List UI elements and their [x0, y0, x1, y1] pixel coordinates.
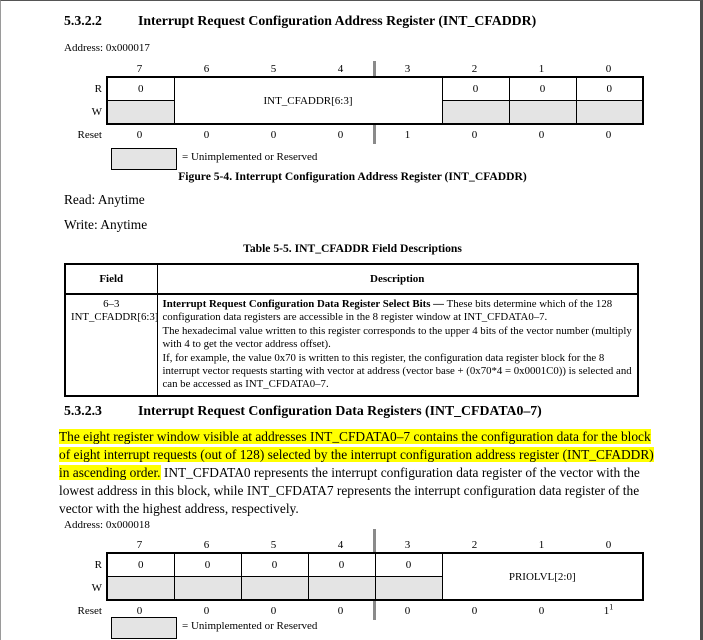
read-row: [107, 553, 643, 577]
read-row: [107, 77, 643, 101]
reset-value: 0: [337, 129, 344, 141]
write-row-label: W: [91, 582, 102, 594]
description-paragraph-2: The hexadecimal value written to this register corresponds to the upper 4 bits of the vector number (multiply with 4 to get the vector address offset).: [162, 324, 632, 351]
bit6-write-cell-reserved: [174, 577, 241, 601]
section-heading-5322: [64, 13, 536, 29]
bit-label: 2: [471, 539, 478, 551]
reset-value: 0: [136, 129, 143, 141]
bit-label: 1: [538, 539, 545, 551]
reset-value-with-footnote: [575, 602, 642, 617]
field-cell-int-cfaddr: INT_CFADDR[6:3]: [174, 77, 442, 124]
reset-value: 0: [471, 605, 478, 617]
write-row-label: W: [91, 106, 102, 118]
table-header-row: [65, 264, 638, 294]
legend-text: = Unimplemented or Reserved: [182, 151, 318, 163]
section-number: 5.3.2.2: [64, 13, 102, 28]
reset-value-row: [106, 602, 642, 617]
legend-text: = Unimplemented or Reserved: [182, 620, 318, 632]
bit5-write-cell-reserved: [241, 577, 308, 601]
write-anytime-text: Write: Anytime: [64, 217, 148, 232]
bit7-write-cell-reserved: [107, 101, 174, 125]
description-cell: [157, 294, 638, 396]
register-table: [106, 552, 644, 601]
bit-label: 3: [404, 539, 411, 551]
bit0-write-cell-reserved: [576, 101, 643, 125]
read-row-label: R: [94, 559, 102, 571]
reset-value: 0: [136, 605, 143, 617]
reset-value: 1: [603, 605, 610, 617]
reset-value: 0: [270, 129, 277, 141]
reset-value: 0: [538, 605, 545, 617]
register-address-1: Address: 0x000017: [64, 42, 150, 54]
reset-value: 0: [404, 605, 411, 617]
description-paragraph-1: [163, 298, 633, 325]
field-name: INT_CFADDR[6:3]: [71, 311, 159, 324]
field-cell-priolvl: PRIOLVL[2:0]: [442, 553, 643, 600]
bit-label: 2: [471, 63, 478, 75]
description-text-1: These bits determine which of the 128 configuration data registers are accessible in the 8 register window at INT_CFDATA0–7.: [162, 298, 613, 324]
field-descriptions-table: [64, 263, 639, 397]
register-diagram-int-cfdata: [1, 539, 703, 619]
legend-swatch-reserved: [111, 148, 177, 170]
bit3-write-cell-reserved: [375, 577, 442, 601]
section-heading-5323: [64, 403, 542, 419]
reset-value: 0: [605, 129, 612, 141]
field-cell: [65, 294, 157, 396]
description-bold-lead: Interrupt Request Configuration Data Register Select Bits: [162, 298, 431, 310]
reset-value: 0: [471, 129, 478, 141]
bit-label: 7: [136, 539, 143, 551]
highlighted-text: The eight register window visible at addresses INT_CFDATA0–7 contains the configuration data for the block of eight interrupt requests (out of 128) selected by the interrupt configuration address register (INT_CFADDR) in ascending order.: [59, 429, 654, 480]
reset-value: 0: [203, 129, 210, 141]
figure-5-4-caption: Figure 5-4. Interrupt Configuration Address Register (INT_CFADDR): [178, 170, 527, 183]
bit1-write-cell-reserved: [509, 101, 576, 125]
bit7-read-cell: 0: [107, 553, 174, 577]
bit-label: 4: [337, 539, 344, 551]
description-dash: —: [430, 298, 447, 310]
section-number: 5.3.2.3: [64, 403, 102, 418]
bit-label: 6: [203, 539, 210, 551]
bit5-read-cell: 0: [241, 553, 308, 577]
legend-swatch-reserved: [111, 617, 177, 639]
read-anytime-text: Read: Anytime: [64, 192, 145, 207]
bit4-write-cell-reserved: [308, 577, 375, 601]
table-row: [65, 294, 638, 396]
reset-row-label: Reset: [77, 129, 102, 141]
bit7-write-cell-reserved: [107, 577, 174, 601]
byte-middle-tick-top: [373, 529, 376, 552]
bit-label: 0: [605, 539, 612, 551]
bit7-read-cell: 0: [107, 77, 174, 101]
bit2-read-cell: 0: [442, 77, 509, 101]
bit2-write-cell-reserved: [442, 101, 509, 125]
field-bits: 6–3: [103, 298, 120, 310]
reset-value: 0: [538, 129, 545, 141]
bit3-read-cell: 0: [375, 553, 442, 577]
register-table: [106, 76, 644, 125]
reset-value: 0: [203, 605, 210, 617]
bit1-read-cell: 0: [509, 77, 576, 101]
register-address-2: Address: 0x000018: [64, 519, 150, 531]
register-diagram-int-cfaddr: [1, 63, 703, 143]
read-row-label: R: [94, 83, 102, 95]
section-title: Interrupt Request Configuration Address Register (INT_CFADDR): [138, 13, 537, 28]
bit-label: 1: [538, 63, 545, 75]
paragraph-rest: INT_CFDATA0 represents the interrupt configuration data register of the vector with the lowest address in this block, while INT_CFDATA7 represents the interrupt configuration data register of the vector with the highest address, respectively.: [59, 465, 640, 516]
table-5-5-caption: Table 5-5. INT_CFADDR Field Descriptions: [243, 242, 462, 255]
description-column-header: Description: [157, 264, 638, 294]
bit-label: 3: [404, 63, 411, 75]
reset-value: 1: [404, 129, 411, 141]
bit0-read-cell: 0: [576, 77, 643, 101]
bit-label: 7: [136, 63, 143, 75]
section-title: Interrupt Request Configuration Data Registers (INT_CFDATA0–7): [138, 403, 542, 418]
bit-label: 4: [337, 63, 344, 75]
field-column-header: Field: [65, 264, 157, 294]
bit-label: 6: [203, 63, 210, 75]
description-paragraph-3: If, for example, the value 0x70 is written to this register, the configuration data register block for the 8 interrupt vector requests starting with vector at address (vector base + (0x70*4 = 0x0001C0)) is selected and can be accessed as INT_CFDATA0–7.: [162, 351, 632, 391]
reset-row-label: Reset: [77, 605, 102, 617]
bit6-read-cell: 0: [174, 553, 241, 577]
body-paragraph: [59, 428, 656, 518]
footnote-marker: 1: [609, 602, 614, 612]
bit-label: 5: [270, 63, 277, 75]
reset-value: 0: [337, 605, 344, 617]
reset-value-row: [106, 129, 642, 141]
byte-middle-tick-top: [373, 61, 376, 76]
bit-label: 5: [270, 539, 277, 551]
bit4-read-cell: 0: [308, 553, 375, 577]
reset-value: 0: [270, 605, 277, 617]
bit-label: 0: [605, 63, 612, 75]
